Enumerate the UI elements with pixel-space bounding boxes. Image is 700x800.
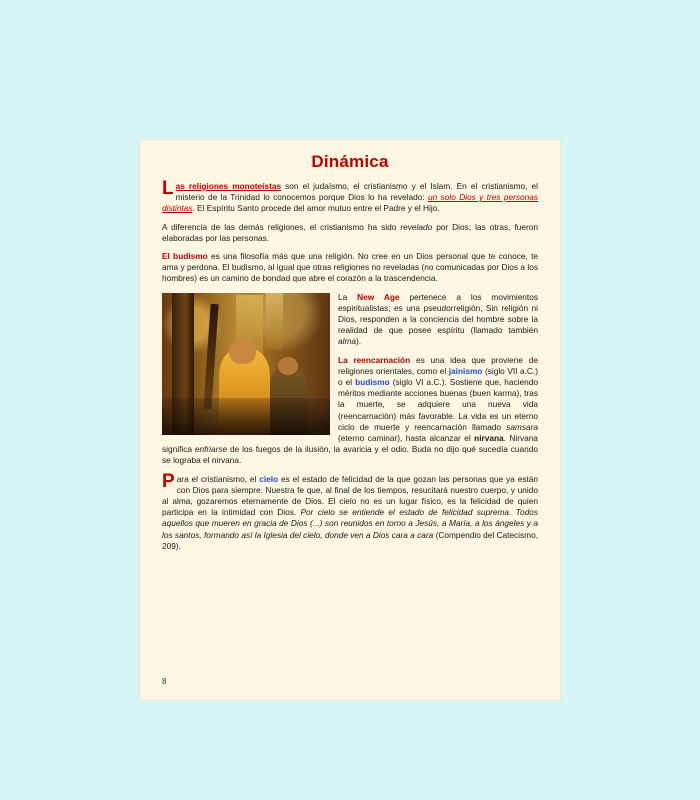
p4-seg-4: ). [355, 336, 362, 347]
p5-seg-5: (siglo VI a.C.). Sostiene que, haciendo méritos mediante acciones buenas (buen karma), tras la muerte, se adquiere una nueva vida (reencarnación) más favorable. La vida es un eterno ciclo de muerte y reencarnación llamado [338, 377, 538, 432]
p5-seg-10: enfriarse [194, 444, 228, 455]
p5-seg-11: de los fuegos de la ilusión, la avaricia y el odio. Buda no dijo qué sucedía cuando se lograba el nirvana. [162, 444, 538, 466]
p2-seg-0: A diferencia de las demás religiones, el cristianismo ha sido [162, 221, 401, 232]
dropcap-6: P [162, 470, 175, 492]
p6-seg-4: (Compendio del Catecismo, 209). [162, 529, 538, 551]
photo-text-wrap-block [162, 292, 538, 474]
p4-seg-1: New Age [357, 291, 400, 302]
paragraph-1 [162, 178, 538, 215]
p1-seg-2: un solo Dios y tres personas distintas [162, 192, 538, 214]
p1-seg-1: son el judaísmo, el cristianismo y el Islam. En el cristianismo, el misterio de la Trinidad lo conocemos porque Dios lo ha revelado: [175, 181, 538, 203]
p5-seg-6: samsara [506, 421, 538, 432]
p5-seg-0: La reencarnación [338, 354, 411, 365]
p4-seg-0: La [338, 291, 358, 302]
p5-seg-2: jainismo [448, 365, 483, 376]
photo-layer-head-back [278, 357, 298, 375]
dropcap-1: L [162, 178, 174, 199]
paragraph-2 [162, 222, 538, 244]
p2-seg-1: revelado [400, 221, 433, 232]
book-page [140, 140, 560, 700]
p5-seg-3: (siglo VII a.C.) o el [338, 365, 538, 388]
p5-seg-4: budismo [355, 377, 390, 388]
p5-seg-1: es una idea que proviene de religiones orientales, como el [338, 354, 538, 376]
p5-seg-8: nirvana [474, 433, 504, 444]
p3-seg-1: es una filosofía más que una religión. No cree en un Dios personal que te conoce, te ama y perdona. El budismo, al igual que otras religiones no reveladas (no comunicadas por Dios a los hombres) es un camino de bondad que abre el corazón a la trascendencia. [162, 251, 539, 284]
photo-layer-crowd [162, 398, 330, 435]
p2-seg-2: por Dios; las otras, fueron elaboradas por las personas. [162, 221, 538, 243]
page-content [162, 152, 538, 688]
p6-seg-3: Por cielo se entiende el estado de felicidad suprema. Todos aquellos que mueren en gracia de Dios (...) son reunidos en torno a Jesús, a María, a los ángeles y a los santos, formando así la Iglesia del cielo, donde ven a Dios cara a cara [162, 507, 538, 540]
page-title: Dinámica [311, 152, 389, 171]
photo-layer-head-front [229, 339, 256, 363]
page-number: 8 [162, 677, 167, 686]
p3-seg-0: El budismo [162, 251, 208, 262]
paragraph-3 [162, 251, 538, 285]
p1-seg-3: . El Espíritu Santo procede del amor mutuo entre el Padre y el Hijo. [192, 203, 440, 214]
p4-seg-3: alma [338, 336, 356, 347]
p6-seg-0: ara el cristianismo, el [176, 473, 260, 484]
p5-seg-9: . Nirvana significa [162, 433, 538, 455]
p5-seg-7: (eterno caminar), hasta alcanzar el [338, 433, 475, 444]
photo-layer-banner-2 [266, 293, 283, 350]
p4-seg-2: pertenece a los movimientos espiritualistas; es una pseudorreligión, Sin religión ni Dios, responden a la conciencia del hombre sobre la realidad de que posee espíritu (llamado también [338, 291, 538, 336]
p6-seg-2: es el estado de felicidad de la que gozan las personas que ya están con Dios para siempre. Nuestra fe que, al final de los tiempos, resucitará nuestro cuerpo, y unido al alma, gozaremos eternamente de Dios. El cielo no es un lugar físico, es la felicidad de quien participa en la intimidad con Dios. [162, 473, 538, 518]
p1-seg-0: as religiones monoteístas [175, 181, 282, 191]
paragraph-6 [162, 470, 538, 552]
buddhist-temple-monks-photo [162, 293, 330, 435]
p6-seg-1: cielo [259, 473, 279, 484]
